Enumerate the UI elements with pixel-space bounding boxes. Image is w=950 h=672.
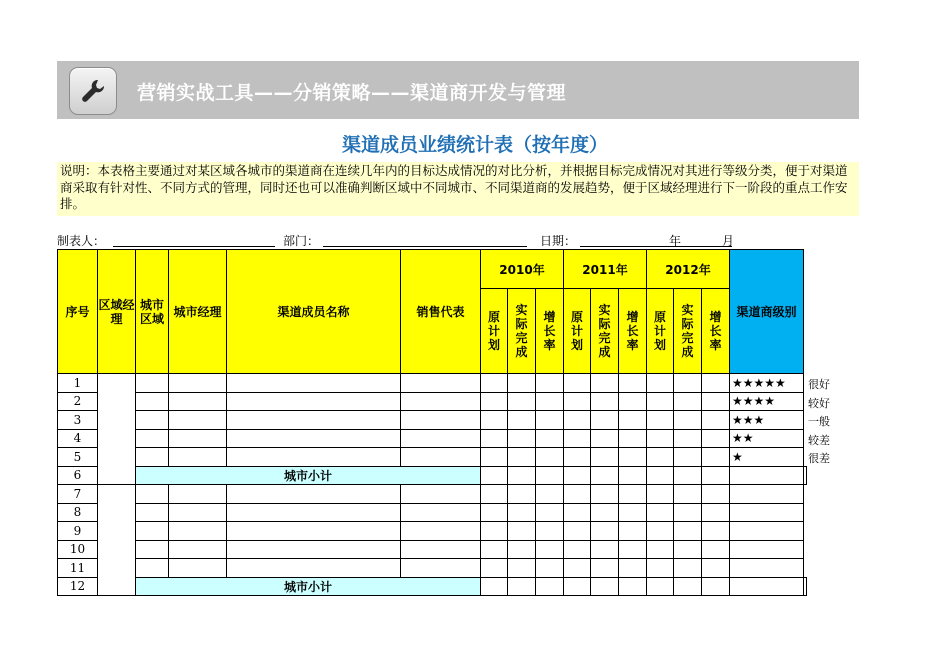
city-manager-cell[interactable] [169,392,227,411]
performance-cell[interactable] [647,577,674,596]
city-manager-cell[interactable] [169,485,227,504]
performance-cell[interactable] [508,522,536,541]
grade-cell[interactable]: ★★★★ [730,392,804,411]
sales-rep-cell[interactable] [481,466,508,485]
performance-cell[interactable] [536,392,564,411]
performance-cell[interactable] [619,466,647,485]
performance-cell[interactable] [536,540,564,559]
grade-cell[interactable] [804,466,807,485]
grade-label: 较好 [808,396,830,410]
city-manager-cell[interactable] [169,559,227,578]
performance-cell[interactable] [674,485,702,504]
performance-cell[interactable] [702,448,730,467]
performance-cell[interactable] [674,559,702,578]
performance-cell[interactable] [619,503,647,522]
performance-cell[interactable] [619,448,647,467]
sales-rep-cell[interactable] [401,392,481,411]
table-row [58,577,807,596]
performance-cell[interactable] [647,503,674,522]
city-manager-cell[interactable] [169,540,227,559]
city-region-cell[interactable] [136,503,169,522]
date-field[interactable] [580,246,732,247]
performance-cell[interactable] [647,485,674,504]
performance-cell[interactable] [564,392,591,411]
row-number: 10 [58,540,98,559]
member-name-cell[interactable] [227,374,401,393]
grade-label: 一般 [808,415,830,428]
performance-cell[interactable] [674,522,702,541]
header-sales-rep: 销售代表 [401,250,481,374]
grade-cell[interactable]: ★★★★★ [730,374,804,393]
table-row [58,485,807,504]
header-actual: 实际完成 [674,289,702,374]
performance-cell[interactable] [730,466,804,485]
performance-cell[interactable] [647,429,674,448]
member-name-cell[interactable] [227,411,401,430]
sales-rep-cell[interactable] [401,503,481,522]
month-label: 月 [722,234,735,248]
performance-cell[interactable] [481,429,508,448]
performance-cell[interactable] [508,392,536,411]
city-manager-cell[interactable] [169,522,227,541]
table-row [58,503,807,522]
table-row [58,448,807,467]
performance-cell[interactable] [481,540,508,559]
table-row [58,522,807,541]
member-name-cell[interactable] [227,540,401,559]
member-name-cell[interactable] [227,392,401,411]
year-label: 年 [669,234,682,248]
performance-cell[interactable] [564,485,591,504]
row-number: 2 [58,392,98,411]
member-name-cell[interactable] [227,448,401,467]
performance-cell[interactable] [536,503,564,522]
header-city-region: 城市区域 [136,250,169,374]
performance-cell[interactable] [702,392,730,411]
table-row [58,411,807,430]
header-year-2011: 2011年 [564,250,647,289]
row-number: 11 [58,559,98,578]
performance-cell[interactable] [564,448,591,467]
performance-cell[interactable] [591,392,619,411]
performance-cell[interactable] [674,503,702,522]
header-growth: 增长率 [536,289,564,374]
city-region-cell[interactable] [136,429,169,448]
performance-cell[interactable] [702,577,730,596]
city-region-cell[interactable] [136,559,169,578]
performance-cell[interactable] [702,522,730,541]
header-growth: 增长率 [619,289,647,374]
performance-cell[interactable] [508,485,536,504]
grade-cell[interactable] [730,540,804,559]
performance-cell[interactable] [564,559,591,578]
sales-rep-cell[interactable] [401,485,481,504]
city-subtotal-label: 城市小计 [136,577,481,596]
performance-cell[interactable] [674,411,702,430]
performance-cell[interactable] [481,559,508,578]
performance-cell[interactable] [674,448,702,467]
grade-cell[interactable] [804,577,807,596]
performance-cell[interactable] [508,559,536,578]
performance-cell[interactable] [674,577,702,596]
performance-cell[interactable] [619,374,647,393]
city-region-cell[interactable] [136,374,169,393]
performance-cell[interactable] [591,466,619,485]
grade-label: 较差 [808,433,830,447]
performance-cell[interactable] [564,540,591,559]
header-actual: 实际完成 [508,289,536,374]
city-subtotal-label: 城市小计 [136,466,481,485]
performance-cell[interactable] [481,503,508,522]
row-number: 5 [58,448,98,467]
header-city-manager: 城市经理 [169,250,227,374]
sales-rep-cell[interactable] [401,448,481,467]
performance-cell[interactable] [481,411,508,430]
performance-cell[interactable] [536,448,564,467]
performance-cell[interactable] [481,392,508,411]
grade-cell[interactable]: ★★★ [730,411,804,430]
performance-cell[interactable] [536,466,564,485]
performance-cell[interactable] [647,448,674,467]
performance-cell[interactable] [647,411,674,430]
city-manager-cell[interactable] [169,374,227,393]
banner-title: 营销实战工具——分销策略——渠道商开发与管理 [137,82,567,104]
performance-cell[interactable] [508,411,536,430]
performance-cell[interactable] [702,503,730,522]
city-manager-cell[interactable] [169,429,227,448]
performance-cell[interactable] [619,559,647,578]
performance-cell[interactable] [702,411,730,430]
sales-rep-cell[interactable] [401,429,481,448]
performance-cell[interactable] [702,559,730,578]
performance-cell[interactable] [564,503,591,522]
header-year-2010: 2010年 [481,250,564,289]
performance-cell[interactable] [508,540,536,559]
performance-cell[interactable] [619,429,647,448]
performance-cell[interactable] [619,522,647,541]
performance-cell[interactable] [591,485,619,504]
performance-cell[interactable] [508,429,536,448]
performance-cell[interactable] [702,429,730,448]
performance-cell[interactable] [508,448,536,467]
performance-cell[interactable] [674,429,702,448]
performance-cell[interactable] [647,392,674,411]
header-year-2012: 2012年 [647,250,730,289]
department-label: 部门： [283,234,320,248]
sales-rep-cell[interactable] [481,577,508,596]
city-manager-cell[interactable] [169,411,227,430]
header-grade: 渠道商级别 [730,250,804,374]
performance-cell[interactable] [508,577,536,596]
performance-cell[interactable] [536,374,564,393]
sales-rep-cell[interactable] [401,522,481,541]
grade-cell[interactable]: ★ [730,448,804,467]
performance-cell[interactable] [647,559,674,578]
date-label: 日期： [540,234,577,248]
performance-cell[interactable] [619,411,647,430]
performance-cell[interactable] [674,392,702,411]
grade-cell[interactable] [730,559,804,578]
sales-rep-cell[interactable] [401,559,481,578]
header-plan: 原计划 [647,289,674,374]
performance-cell[interactable] [674,374,702,393]
row-number: 1 [58,374,98,393]
row-number: 4 [58,429,98,448]
grade-label: 很好 [808,378,830,391]
performance-cell[interactable] [619,540,647,559]
performance-cell[interactable] [508,466,536,485]
row-number: 12 [58,577,98,596]
performance-cell[interactable] [591,411,619,430]
grade-cell[interactable] [730,503,804,522]
performance-cell[interactable] [564,429,591,448]
city-region-cell[interactable] [136,411,169,430]
performance-cell[interactable] [591,522,619,541]
wrench-icon [69,67,117,115]
header-region-manager: 区域经理 [98,250,136,374]
member-name-cell[interactable] [227,559,401,578]
description-note: 说明：本表格主要通过对某区域各城市的渠道商在连续几年内的目标达成情况的对比分析，并根据目标完成情况对其进行等级分类，便于对渠道商采取有针对性、不同方式的管理，同时还也可以准确判断区域中不同城市、不同渠道商的发展趋势，便于区域经理进行下一阶段的重点工作安排。 [57,162,859,216]
performance-cell[interactable] [702,540,730,559]
performance-cell[interactable] [536,577,564,596]
city-region-cell[interactable] [136,522,169,541]
performance-cell[interactable] [564,577,591,596]
performance-table [57,249,807,596]
performance-cell[interactable] [647,540,674,559]
banner [57,61,859,119]
header-seq: 序号 [58,250,98,374]
city-region-cell[interactable] [136,485,169,504]
region-manager-cell[interactable] [98,485,136,596]
performance-cell[interactable] [564,466,591,485]
grade-cell[interactable] [730,522,804,541]
performance-cell[interactable] [536,411,564,430]
grade-cell[interactable]: ★★ [730,429,804,448]
performance-cell[interactable] [508,503,536,522]
grade-cell[interactable] [730,485,804,504]
sales-rep-cell[interactable] [401,374,481,393]
member-name-cell[interactable] [227,503,401,522]
performance-cell[interactable] [591,503,619,522]
performance-cell[interactable] [591,540,619,559]
performance-cell[interactable] [536,429,564,448]
maker-label: 制表人： [57,234,106,248]
member-name-cell[interactable] [227,429,401,448]
maker-field[interactable] [113,246,275,247]
performance-cell[interactable] [508,374,536,393]
sales-rep-cell[interactable] [401,411,481,430]
row-number: 7 [58,485,98,504]
city-manager-cell[interactable] [169,448,227,467]
performance-cell[interactable] [481,374,508,393]
table-row [58,466,807,485]
performance-cell[interactable] [564,374,591,393]
performance-cell[interactable] [702,374,730,393]
document-title: 渠道成员业绩统计表（按年度） [341,134,608,156]
department-field[interactable] [323,246,527,247]
sales-rep-cell[interactable] [401,540,481,559]
header-actual: 实际完成 [591,289,619,374]
member-name-cell[interactable] [227,522,401,541]
member-name-cell[interactable] [227,485,401,504]
performance-cell[interactable] [591,429,619,448]
performance-cell[interactable] [674,540,702,559]
table-row [58,392,807,411]
region-manager-cell[interactable] [98,374,136,485]
performance-cell[interactable] [564,522,591,541]
performance-cell[interactable] [702,466,730,485]
performance-cell[interactable] [702,485,730,504]
table-row [58,559,807,578]
city-region-cell[interactable] [136,540,169,559]
header-growth: 增长率 [702,289,730,374]
performance-cell[interactable] [619,485,647,504]
performance-cell[interactable] [481,485,508,504]
header-plan: 原计划 [564,289,591,374]
performance-cell[interactable] [591,374,619,393]
performance-cell[interactable] [674,466,702,485]
performance-cell[interactable] [647,522,674,541]
table-row [58,374,807,393]
performance-cell[interactable] [591,577,619,596]
performance-cell[interactable] [536,559,564,578]
performance-cell[interactable] [536,485,564,504]
performance-cell[interactable] [591,559,619,578]
city-region-cell[interactable] [136,448,169,467]
header-plan: 原计划 [481,289,508,374]
performance-cell[interactable] [619,392,647,411]
performance-cell[interactable] [619,577,647,596]
performance-cell[interactable] [481,448,508,467]
table-row [58,540,807,559]
row-number: 3 [58,411,98,430]
city-manager-cell[interactable] [169,503,227,522]
header-member-name: 渠道成员名称 [227,250,401,374]
table-row [58,429,807,448]
grade-label: 很差 [808,452,830,465]
performance-cell[interactable] [647,466,674,485]
row-number: 9 [58,522,98,541]
row-number: 6 [58,466,98,485]
performance-cell[interactable] [481,522,508,541]
performance-cell[interactable] [536,522,564,541]
performance-cell[interactable] [591,448,619,467]
performance-cell[interactable] [647,374,674,393]
performance-cell[interactable] [730,577,804,596]
row-number: 8 [58,503,98,522]
city-region-cell[interactable] [136,392,169,411]
performance-cell[interactable] [564,411,591,430]
